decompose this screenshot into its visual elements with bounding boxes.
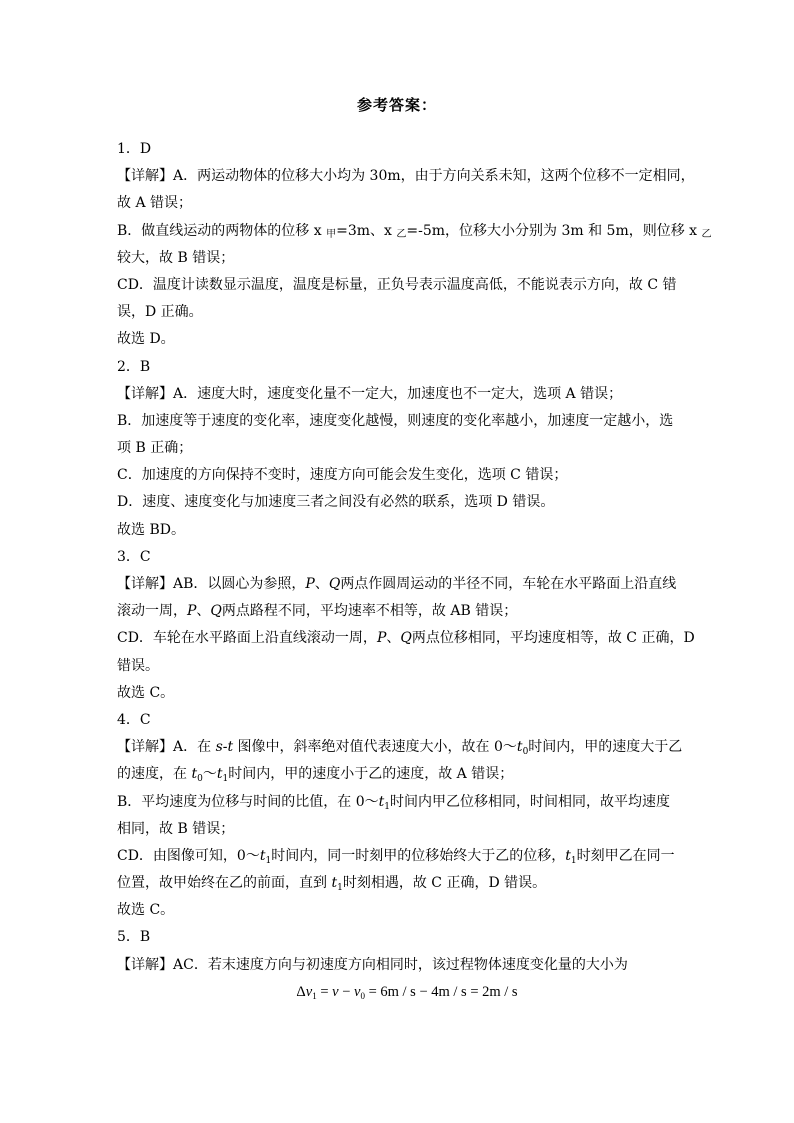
- formula-minus: −: [338, 983, 354, 1000]
- q1-line-5: CD．温度计读数显示温度，温度是标量，正负号表示温度高低，不能说表示方向，故 C 错: [117, 276, 677, 293]
- q3-l3-p: P: [376, 630, 387, 647]
- q3-l1-q: Q: [328, 576, 341, 592]
- q2-line-4: C．加速度的方向保持不变时，速度方向可能会发生变化，选项 C 错误；: [117, 467, 568, 484]
- formula-v1-sub: 1: [312, 990, 317, 1001]
- q1-number: 1．D: [117, 141, 152, 157]
- q4-l2-b: ～: [202, 766, 217, 783]
- q5-line-1: 【详解】AC．若末速度方向与初速度方向相同时，该过程物体速度变化量的大小为: [117, 956, 628, 973]
- q3-l3-q: Q: [400, 630, 412, 647]
- q1-line-2: 故 A 错误；: [117, 195, 193, 212]
- q1-line-3: [117, 218, 712, 245]
- q4-l6-b: 时刻相遇，故 C 正确，D 错误。: [342, 875, 547, 892]
- formula-v: v: [332, 983, 339, 1000]
- q4-l1-t: t: [516, 739, 523, 756]
- q3-line-2: [117, 598, 687, 625]
- q4-line-5: [117, 843, 687, 870]
- q2-line-3: 项 B 正确；: [117, 440, 193, 457]
- answer-content: [117, 136, 712, 1006]
- q4-line-4: 相同，故 B 错误；: [117, 820, 235, 837]
- formula-v0: v: [354, 983, 361, 1000]
- q3-l3-c: 两点位移相同，平均速度相等，故 C 正确，D: [411, 630, 695, 647]
- q3-l2-a: 滚动一周，: [117, 603, 187, 620]
- q4-l3-b: 时间内甲乙位移相同，时间相同，故平均速度: [390, 793, 671, 810]
- q4-l1-c: 时间内，甲的速度大于乙: [528, 739, 683, 756]
- formula-v0-sub: 0: [360, 990, 365, 1001]
- q3-l3-a: CD．车轮在水平路面上沿直线滚动一周，: [117, 630, 377, 647]
- q4-l3-t: t: [378, 793, 385, 810]
- q3-line-1: [117, 571, 687, 598]
- q4-l5-t2: t: [565, 847, 571, 864]
- q1-line-1: 【详解】A．两运动物体的位移大小均为 30m，由于方向关系未知，这两个位移不一定相同，: [117, 168, 695, 185]
- q4-conclusion: 故选 C。: [117, 902, 175, 919]
- q4-l2-t1-sub: 1: [222, 774, 229, 785]
- q3-l3-b: 、: [386, 630, 401, 647]
- q5-number: 5．B: [117, 929, 151, 946]
- formula-delta: Δ: [296, 983, 306, 1000]
- q3-l2-c: 两点路程不同，平均速率不相等，故 AB 错误；: [221, 603, 518, 620]
- q2-line-5: D．速度、速度变化与加速度三者之间没有必然的联系，选项 D 错误。: [117, 494, 555, 511]
- q1-l3-b: =3m、x: [336, 222, 397, 239]
- q3-l1-a: 【详解】AB．以圆心为参照，: [117, 576, 306, 592]
- q5-formula: [117, 979, 687, 1006]
- q4-l5-a: CD．由图像可知，0～: [117, 847, 260, 864]
- q3-line-4: 错误。: [117, 657, 159, 674]
- q4-l1-a: 【详解】A．在: [117, 739, 216, 756]
- q4-line-2: [117, 761, 687, 788]
- q3-number: 3．C: [117, 548, 151, 565]
- q2-conclusion: 故选 BD。: [117, 521, 185, 538]
- q1-l3-sub-yi-2: 乙: [701, 228, 712, 240]
- q2-line-1: 【详解】A．速度大时，速度变化量不一定大，加速度也不一定大，选项 A 错误；: [117, 385, 623, 402]
- q3-conclusion: 故选 C。: [117, 684, 175, 701]
- q4-number: 4．C: [117, 711, 151, 728]
- q4-l6-t-sub: 1: [337, 883, 343, 894]
- q4-l1-b: 图像中，斜率绝对值代表速度大小，故在 0～: [233, 739, 517, 756]
- q4-l2-t0-sub: 0: [197, 774, 203, 785]
- q4-l5-t-sub: 1: [265, 855, 272, 866]
- q1-l3-sub-yi: 乙: [396, 228, 407, 240]
- formula-rest: = 6m / s − 4m / s = 2m / s: [364, 983, 518, 1000]
- q3-l1-p: P: [305, 576, 315, 592]
- q3-l2-b: 、: [196, 603, 211, 620]
- q3-l2-q: Q: [210, 603, 222, 620]
- q2-number: 2．B: [117, 358, 151, 375]
- q3-l1-c: 两点作圆周运动的半径不同，车轮在水平路面上沿直线: [340, 576, 677, 592]
- q1-line-4: 较大，故 B 错误；: [117, 249, 235, 266]
- q1-l3-sub-jia: 甲: [326, 228, 337, 240]
- q4-l6-a: 位置，故甲始终在乙的前面，直到: [117, 875, 332, 892]
- q2-line-2: B．加速度等于速度的变化率，速度变化越慢，则速度的变化率越小，加速度一定越小，选: [117, 412, 674, 429]
- formula-v1: v: [305, 983, 313, 1000]
- q4-l2-a: 的速度，在: [117, 766, 192, 783]
- q4-l1-st: s-t: [215, 739, 234, 756]
- q1-conclusion: 故选 D。: [117, 331, 175, 348]
- q1-line-6: 误，D 正确。: [117, 304, 203, 321]
- q4-l5-t: t: [259, 847, 266, 864]
- q4-line-6: [117, 870, 687, 897]
- q4-l6-t: t: [331, 875, 338, 892]
- q4-line-3: [117, 789, 687, 816]
- q4-l3-t-sub: 1: [384, 801, 391, 812]
- page-title: 参考答案：: [356, 96, 437, 114]
- q4-line-1: [117, 734, 687, 761]
- q1-l3-a: B．做直线运动的两物体的位移 x: [117, 222, 327, 239]
- formula-eq: =: [316, 983, 333, 1000]
- q3-l1-b: 、: [314, 576, 329, 592]
- q4-l2-t0: t: [191, 766, 198, 783]
- q4-l2-c: 时间内，甲的速度小于乙的速度，故 A 错误；: [228, 766, 514, 783]
- q4-l5-c: 时刻甲乙在同一: [576, 847, 675, 864]
- q4-l3-a: B．平均速度为位移与时间的比值，在 0～: [117, 793, 379, 810]
- q4-l5-t2-sub: 1: [570, 855, 577, 866]
- q4-l1-t-sub: 0: [522, 747, 529, 758]
- q4-l2-t1: t: [216, 766, 223, 783]
- q1-l3-c: =-5m，位移大小分别为 3m 和 5m，则位移 x: [406, 222, 702, 239]
- q3-l2-p: P: [187, 603, 197, 620]
- q3-line-3: [117, 625, 695, 652]
- q4-l5-b: 时间内，同一时刻甲的位移始终大于乙的位移，: [271, 847, 566, 864]
